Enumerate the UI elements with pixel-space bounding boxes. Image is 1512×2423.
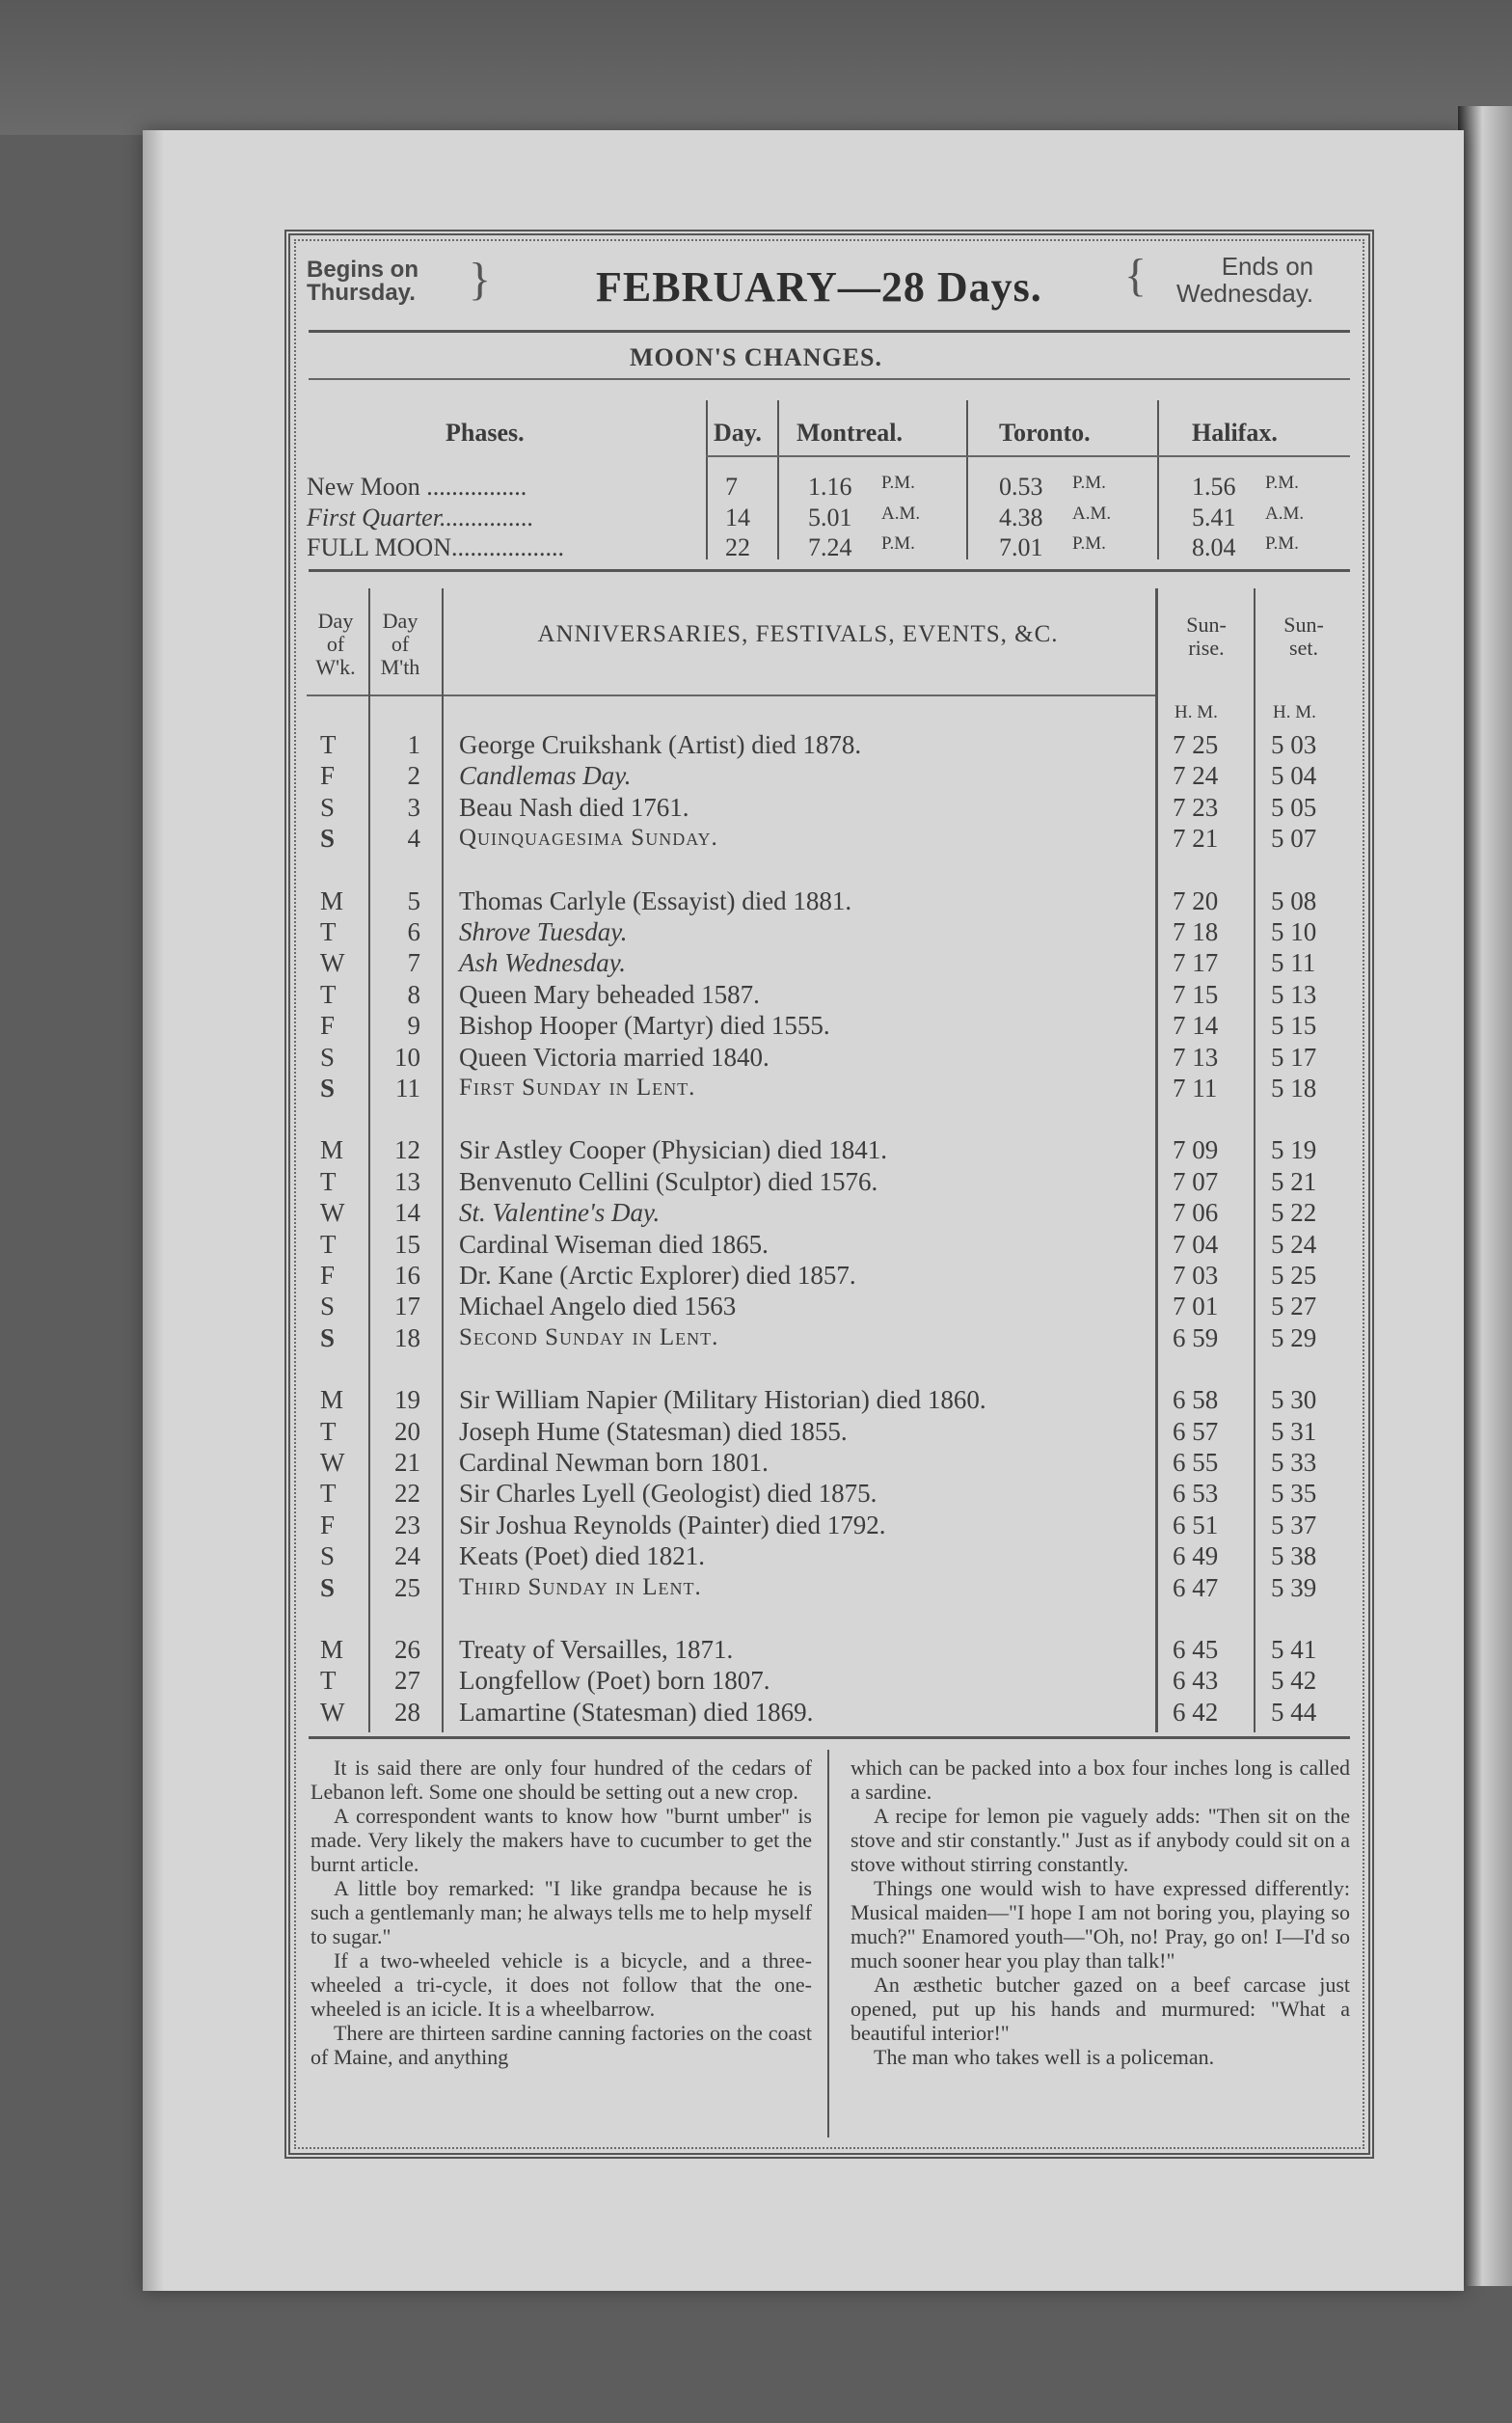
sunrise-time: 7 13 [1173, 1042, 1219, 1072]
day-of-week: S [320, 1292, 336, 1321]
event-text: Michael Angelo died 1563 [459, 1292, 737, 1321]
sunset-time: 5 44 [1271, 1697, 1317, 1727]
sunset-time: 5 21 [1271, 1166, 1317, 1196]
rule-under-title [309, 330, 1350, 333]
event-text: Joseph Hume (Statesman) died 1855. [459, 1416, 848, 1446]
sunset-time: 5 08 [1271, 885, 1317, 915]
calendar-row [0, 1540, 1512, 1571]
begins-line-2: Thursday. [307, 280, 416, 306]
sunset-time: 5 13 [1271, 979, 1317, 1009]
col-sunrise [1159, 613, 1254, 660]
col-day-of-week [307, 610, 364, 679]
day-of-month: 23 [394, 1510, 420, 1539]
sunrise-time: 7 14 [1173, 1011, 1219, 1041]
day-of-month: 21 [394, 1448, 420, 1477]
sunset-time: 5 17 [1271, 1042, 1317, 1072]
toronto-time: 0.53 [999, 473, 1043, 501]
sunrise-time: 7 04 [1173, 1229, 1219, 1259]
event-text: First Sunday in Lent. [459, 1075, 696, 1101]
montreal-time: 5.01 [808, 504, 852, 531]
sunrise-time: 7 06 [1173, 1198, 1219, 1228]
event-text: Candlemas Day. [459, 761, 632, 791]
calendar-row [0, 1634, 1512, 1665]
sunset-time: 5 42 [1271, 1666, 1317, 1696]
table-header-rule [307, 694, 1157, 696]
note-paragraph: A correspondent wants to know how "burnt umber" is made. Very likely the makers have to cucumber to get the burnt article. [310, 1804, 812, 1876]
sunset-time: 5 10 [1271, 917, 1317, 946]
sunset-time: 5 19 [1271, 1135, 1317, 1165]
calendar-row [0, 760, 1512, 791]
montreal-ampm: A.M. [881, 504, 921, 524]
notes-left-column [310, 1756, 812, 2069]
sunrise-time: 7 17 [1173, 948, 1219, 978]
event-text: Cardinal Wiseman died 1865. [459, 1229, 769, 1259]
calendar-row [0, 1447, 1512, 1478]
calendar-row [0, 1042, 1512, 1073]
halifax-ampm: P.M. [1265, 473, 1299, 493]
calendar-row [0, 823, 1512, 854]
montreal-ampm: P.M. [881, 473, 915, 493]
day-of-month: 10 [394, 1042, 420, 1072]
sunset-time: 5 18 [1271, 1074, 1317, 1103]
sunset-time: 5 03 [1271, 730, 1317, 759]
calendar-row [0, 1510, 1512, 1540]
rule-under-moon-heading [309, 378, 1350, 380]
event-text: Sir William Napier (Military Historian) died 1860. [459, 1385, 986, 1415]
moon-phase-day: 22 [725, 533, 750, 561]
sunset-time: 5 11 [1271, 948, 1316, 978]
left-brace-icon: } [469, 254, 492, 305]
day-of-month: 28 [394, 1697, 420, 1727]
event-text: Longfellow (Poet) born 1807. [459, 1666, 770, 1696]
sunrise-time: 7 03 [1173, 1261, 1219, 1290]
sunrise-time: 6 59 [1173, 1322, 1219, 1352]
calendar-row [0, 1010, 1512, 1041]
day-of-week: S [320, 792, 336, 822]
calendar-row [0, 1478, 1512, 1509]
day-of-month: 6 [407, 917, 420, 946]
day-of-week: M [320, 1135, 344, 1165]
day-of-month: 12 [394, 1135, 420, 1165]
month-title: FEBRUARY—28 Days. [596, 263, 1042, 311]
event-text: Third Sunday in Lent. [459, 1573, 702, 1600]
day-of-week: S [320, 1541, 336, 1571]
moon-col-divider [1157, 400, 1159, 559]
dom-head-2: of [391, 632, 410, 656]
sunrise-time: 7 18 [1173, 917, 1219, 946]
sunrise-time: 6 51 [1173, 1510, 1219, 1539]
day-of-week: S [320, 824, 336, 854]
moon-col-divider [777, 400, 779, 559]
toronto-ampm: P.M. [1072, 533, 1106, 554]
calendar-row [0, 1322, 1512, 1353]
day-of-month: 24 [394, 1541, 420, 1571]
dom-head-3: M'th [380, 655, 420, 679]
day-of-month: 18 [394, 1322, 420, 1352]
event-text: Ash Wednesday. [459, 948, 626, 978]
day-of-week: M [320, 1635, 344, 1664]
sunrise-time: 7 11 [1173, 1074, 1218, 1103]
col-phases: Phases. [446, 419, 525, 447]
day-of-week: W [320, 1448, 345, 1477]
day-of-week: F [320, 1011, 336, 1041]
event-text: Quinquagesima Sunday. [459, 825, 718, 852]
event-text: Shrove Tuesday. [459, 917, 628, 946]
col-halifax: Halifax. [1192, 419, 1278, 447]
halifax-ampm: A.M. [1265, 504, 1305, 524]
sunrise-time: 7 15 [1173, 979, 1219, 1009]
day-of-month: 7 [407, 948, 420, 978]
sunrise-time: 7 09 [1173, 1135, 1219, 1165]
event-text: St. Valentine's Day. [459, 1198, 661, 1228]
col-events: ANNIVERSARIES, FESTIVALS, EVENTS, &C. [537, 621, 1059, 647]
dow-head-2: of [326, 632, 345, 656]
sunset-hm-label: H. M. [1273, 702, 1316, 722]
day-of-week: F [320, 1510, 336, 1539]
calendar-row [0, 1384, 1512, 1415]
sunrise-time: 7 21 [1173, 824, 1219, 854]
right-brace-icon: { [1124, 250, 1148, 301]
sunrise-head-2: rise. [1188, 636, 1225, 660]
day-of-week: F [320, 1261, 336, 1290]
event-text: Second Sunday in Lent. [459, 1323, 719, 1350]
note-paragraph: It is said there are only four hundred of the cedars of Lebanon left. Some one should be setting out a new crop. [310, 1756, 812, 1804]
day-of-week: T [320, 1229, 337, 1259]
day-of-week: T [320, 979, 337, 1009]
day-of-month: 22 [394, 1479, 420, 1509]
day-of-week: T [320, 917, 337, 946]
sunset-time: 5 37 [1271, 1510, 1317, 1539]
sunrise-time: 7 24 [1173, 761, 1219, 791]
sunrise-time: 6 58 [1173, 1385, 1219, 1415]
event-text: Cardinal Newman born 1801. [459, 1448, 769, 1477]
ends-line-2: Wednesday. [1176, 279, 1314, 308]
dom-head-1: Day [382, 609, 418, 633]
day-of-month: 4 [407, 824, 420, 854]
toronto-time: 7.01 [999, 533, 1043, 561]
toronto-ampm: A.M. [1072, 504, 1112, 524]
scan-background [0, 0, 1512, 135]
calendar-row [0, 1073, 1512, 1103]
notes-divider [827, 1750, 829, 2137]
halifax-ampm: P.M. [1265, 533, 1299, 554]
day-of-week: W [320, 1697, 345, 1727]
ends-line-1: Ends on [1221, 252, 1314, 281]
montreal-ampm: P.M. [881, 533, 915, 554]
note-paragraph: A little boy remarked: "I like grandpa because he is such a gentlemanly man; he always tells me to help myself to sugar." [310, 1876, 812, 1948]
day-of-month: 3 [407, 792, 420, 822]
sunset-time: 5 04 [1271, 761, 1317, 791]
day-of-month: 17 [394, 1292, 420, 1321]
dow-head-1: Day [317, 609, 354, 633]
col-montreal: Montreal. [796, 419, 903, 447]
halifax-time: 5.41 [1192, 504, 1236, 531]
event-text: Lamartine (Statesman) died 1869. [459, 1697, 814, 1727]
sunrise-time: 7 07 [1173, 1166, 1219, 1196]
day-of-month: 26 [394, 1635, 420, 1664]
day-of-week: T [320, 1166, 337, 1196]
calendar-row [0, 1197, 1512, 1228]
day-of-week: M [320, 1385, 344, 1415]
sunset-time: 5 22 [1271, 1198, 1317, 1228]
toronto-ampm: P.M. [1072, 473, 1106, 493]
moon-phase-day: 14 [725, 504, 750, 531]
notes-right-column [850, 1756, 1350, 2069]
sunrise-time: 6 43 [1173, 1666, 1219, 1696]
calendar-row [0, 1166, 1512, 1197]
moon-changes-heading: MOON'S CHANGES. [629, 343, 883, 371]
day-of-week: T [320, 1479, 337, 1509]
sunrise-time: 6 55 [1173, 1448, 1219, 1477]
event-text: Beau Nash died 1761. [459, 792, 689, 822]
sunset-time: 5 05 [1271, 792, 1317, 822]
day-of-week: S [320, 1074, 336, 1103]
col-toronto: Toronto. [999, 419, 1091, 447]
sunrise-time: 6 45 [1173, 1635, 1219, 1664]
note-paragraph: Things one would wish to have expressed differently: Musical maiden—"I hope I am not boring you, playing so much?" Enamored youth—"Oh, no! Pray, go on! I—I'd so much sooner hear you play than talk!" [850, 1876, 1350, 1973]
sunset-time: 5 30 [1271, 1385, 1317, 1415]
sunset-time: 5 29 [1271, 1322, 1317, 1352]
sunrise-time: 7 25 [1173, 730, 1219, 759]
sunset-time: 5 39 [1271, 1572, 1317, 1602]
day-of-week: W [320, 1198, 345, 1228]
calendar-row [0, 947, 1512, 978]
day-of-week: S [320, 1042, 336, 1072]
calendar-row [0, 792, 1512, 823]
col-sunset [1257, 613, 1350, 660]
event-text: Sir Charles Lyell (Geologist) died 1875. [459, 1479, 878, 1509]
day-of-month: 27 [394, 1666, 420, 1696]
event-text: Keats (Poet) died 1821. [459, 1541, 705, 1571]
note-paragraph: There are thirteen sardine canning factories on the coast of Maine, and anything [310, 2021, 812, 2069]
sunrise-time: 6 49 [1173, 1541, 1219, 1571]
moon-col-divider [966, 400, 968, 559]
sunset-time: 5 35 [1271, 1479, 1317, 1509]
sunrise-time: 6 47 [1173, 1572, 1219, 1602]
note-paragraph: The man who takes well is a policeman. [874, 2045, 1215, 2069]
moon-header-rule [706, 455, 1350, 457]
calendar-row [0, 1416, 1512, 1447]
sunset-head-2: set. [1289, 636, 1318, 660]
halifax-time: 1.56 [1192, 473, 1236, 501]
note-paragraph: If a two-wheeled vehicle is a bicycle, and a three-wheeled a tri-cycle, it does not follow that the one-wheeled is an icicle. It is a wheelbarrow. [310, 1948, 812, 2021]
day-of-month: 25 [394, 1572, 420, 1602]
calendar-row [0, 1291, 1512, 1321]
day-of-month: 9 [407, 1011, 420, 1041]
sunrise-hm-label: H. M. [1174, 702, 1218, 722]
day-of-month: 5 [407, 885, 420, 915]
begins-line-1: Begins on [307, 257, 419, 283]
calendar-row [0, 1697, 1512, 1728]
sunrise-time: 7 23 [1173, 792, 1219, 822]
sunrise-head-1: Sun- [1186, 613, 1227, 637]
event-text: Benvenuto Cellini (Sculptor) died 1576. [459, 1166, 878, 1196]
day-of-month: 1 [407, 730, 420, 759]
event-text: Sir Joshua Reynolds (Painter) died 1792. [459, 1510, 886, 1539]
event-text: Queen Victoria married 1840. [459, 1042, 770, 1072]
sunset-time: 5 15 [1271, 1011, 1317, 1041]
sunrise-time: 6 57 [1173, 1416, 1219, 1446]
sunset-time: 5 33 [1271, 1448, 1317, 1477]
calendar-row [0, 916, 1512, 947]
day-of-week: W [320, 948, 345, 978]
sunset-time: 5 07 [1271, 824, 1317, 854]
day-of-month: 15 [394, 1229, 420, 1259]
calendar-row [0, 885, 1512, 916]
moon-phase-day: 7 [725, 473, 738, 501]
sunrise-time: 7 01 [1173, 1292, 1219, 1321]
day-of-week: F [320, 761, 336, 791]
day-of-week: T [320, 730, 337, 759]
day-of-month: 14 [394, 1198, 420, 1228]
day-of-week: T [320, 1416, 337, 1446]
day-of-month: 13 [394, 1166, 420, 1196]
col-day-of-month [370, 610, 430, 679]
montreal-time: 1.16 [808, 473, 852, 501]
day-of-week: S [320, 1572, 336, 1602]
dow-head-3: W'k. [315, 655, 356, 679]
rule-under-moon-table [309, 569, 1350, 572]
note-paragraph: A recipe for lemon pie vaguely adds: "Then sit on the stove and stir constantly." Just as if anybody could sit on a stove without stirring constantly. [850, 1804, 1350, 1876]
note-continuation: which can be packed into a box four inches long is called a sardine. [850, 1756, 1350, 1804]
note-paragraph: An æsthetic butcher gazed on a beef carcase just opened, put up his hands and murmured: "What a beautiful interior!" [850, 1973, 1350, 2045]
sunset-time: 5 25 [1271, 1261, 1317, 1290]
calendar-row [0, 1229, 1512, 1260]
sunrise-time: 6 53 [1173, 1479, 1219, 1509]
calendar-row [0, 1260, 1512, 1291]
begins-on-label [307, 259, 418, 305]
calendar-row [0, 979, 1512, 1010]
sunset-time: 5 38 [1271, 1541, 1317, 1571]
col-day: Day. [714, 419, 762, 447]
day-of-month: 11 [395, 1074, 420, 1103]
event-text: Dr. Kane (Arctic Explorer) died 1857. [459, 1261, 856, 1290]
sunrise-time: 6 42 [1173, 1697, 1219, 1727]
toronto-time: 4.38 [999, 504, 1043, 531]
sunset-time: 5 27 [1271, 1292, 1317, 1321]
ends-on-label [1176, 253, 1313, 307]
event-text: Treaty of Versailles, 1871. [459, 1635, 734, 1664]
day-of-week: S [320, 1322, 336, 1352]
day-of-week: T [320, 1666, 337, 1696]
event-text: Sir Astley Cooper (Physician) died 1841. [459, 1135, 887, 1165]
day-of-month: 2 [407, 761, 420, 791]
event-text: George Cruikshank (Artist) died 1878. [459, 730, 862, 759]
halifax-time: 8.04 [1192, 533, 1236, 561]
calendar-row [0, 1572, 1512, 1603]
moon-phase-name: FULL MOON.................. [307, 533, 564, 561]
event-text: Queen Mary beheaded 1587. [459, 979, 760, 1009]
calendar-row [0, 729, 1512, 760]
day-of-month: 19 [394, 1385, 420, 1415]
rule-above-notes [309, 1736, 1350, 1739]
event-text: Thomas Carlyle (Essayist) died 1881. [459, 885, 852, 915]
calendar-row [0, 1665, 1512, 1696]
moon-phase-name: New Moon ................ [307, 473, 527, 501]
event-text: Bishop Hooper (Martyr) died 1555. [459, 1011, 830, 1041]
moon-col-divider [706, 400, 708, 559]
calendar-row [0, 1134, 1512, 1165]
moon-phase-name: First Quarter............... [307, 504, 534, 531]
sunrise-time: 7 20 [1173, 885, 1219, 915]
day-of-month: 20 [394, 1416, 420, 1446]
montreal-time: 7.24 [808, 533, 852, 561]
day-of-week: M [320, 885, 344, 915]
sunset-time: 5 24 [1271, 1229, 1317, 1259]
sunset-head-1: Sun- [1283, 613, 1324, 637]
sunset-time: 5 41 [1271, 1635, 1317, 1664]
sunset-time: 5 31 [1271, 1416, 1317, 1446]
day-of-month: 16 [394, 1261, 420, 1290]
day-of-month: 8 [407, 979, 420, 1009]
